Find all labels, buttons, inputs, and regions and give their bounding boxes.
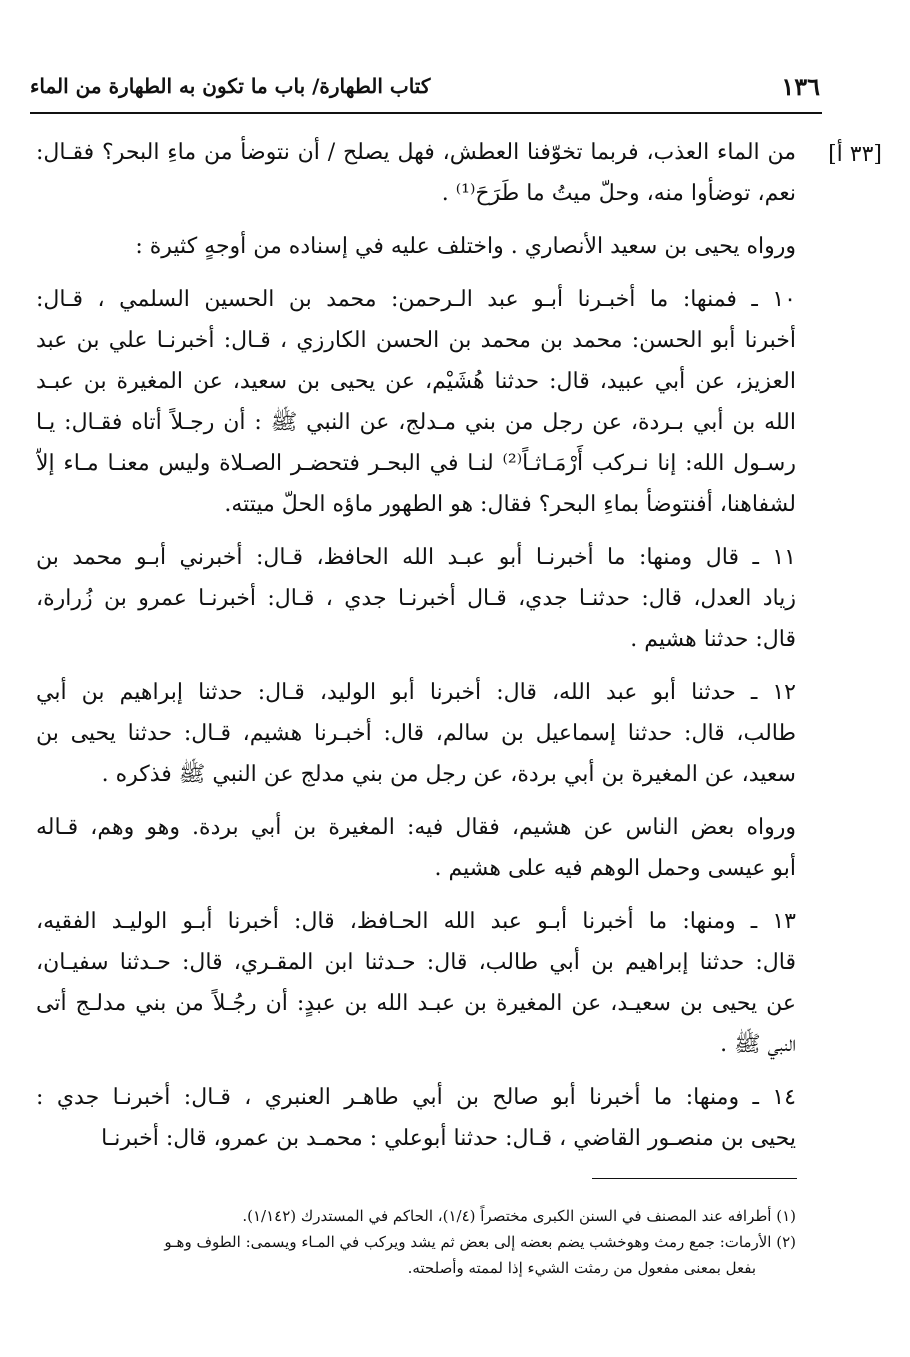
paragraph — [36, 226, 796, 267]
text-line: نعم، توضأوا منه، وحلّ ميتُ ما طَرَحَ⁽¹⁾ . — [441, 181, 796, 206]
header-divider — [30, 112, 822, 114]
text-line: ١٠ ـ فمنها: ما أخبـرنا أبـو عبد الـرحمن: محمد بن الحسين السلمي ، قـال: — [36, 287, 796, 312]
text-line: أخبرنا أبو الحسن: محمد بن محمد بن الحسن الكارزي ، قـال: أخبرنـا علي بن عبد — [36, 328, 796, 353]
text-line: ١٣ ـ ومنها: ما أخبرنا أبـو عبد الله الحـافظ، قال: أخبرنا أبـو الوليـد الفقيه، — [36, 909, 796, 934]
footnote-2-continued: بفعل بمعنى مفعول من رمثت الشيء إذا لممته وأصلحته. — [407, 1259, 756, 1277]
running-title: كتاب الطهارة/ باب ما تكون به الطهارة من الماء — [30, 74, 431, 98]
paragraph — [36, 672, 796, 795]
text-line: سعيد، عن المغيرة بن أبي بردة، عن رجل من بني مدلج عن النبي ﷺ فذكره . — [101, 762, 796, 787]
paragraph — [36, 901, 796, 1065]
footnote-2: (٢) الأرمات: جمع رمث وهوخشب يضم بعضه إلى بعض ثم يشد ويركب في المـاء ويسمى: الطوف وهـو — [164, 1233, 796, 1251]
footnote-1: (١) أطرافه عند المصنف في السنن الكبرى مختصراً (١/٤)، الحاكم في المستدرك (١/١٤٢). — [242, 1207, 796, 1225]
text-line: ورواه يحيى بن سعيد الأنصاري . واختلف عليه في إسناده من أوجهٍ كثيرة : — [135, 234, 796, 259]
paragraph — [36, 537, 796, 660]
text-line: يحيى بن منصـور القاضي ، قـال: حدثنا أبوعلي : محمـد بن عمرو، قال: أخبرنـا — [101, 1126, 796, 1151]
page-number: ١٣٦ — [781, 72, 820, 101]
text-line: قال: حدثنا إبراهيم بن أبي طالب، قال: حـدثنا ابن المقـري، قال: حـدثنا سفيـان، — [36, 950, 796, 975]
text-line: زياد العدل، قال: حدثنـا جدي، قـال أخبرنـا جدي ، قـال: أخبرنـا عمرو بن زُرارة، — [36, 586, 796, 611]
text-line: من الماء العذب، فربما تخوّفنا العطش، فهل يصلح / أن نتوضأ من ماءِ البحر؟ فقـال: — [36, 140, 796, 165]
paragraph — [36, 1077, 796, 1159]
text-line: النبي ﷺ . — [720, 1032, 796, 1057]
main-text — [36, 132, 796, 1171]
paragraph — [36, 279, 796, 525]
page-header — [30, 72, 820, 108]
text-line: رسـول الله: إنا نـركب أَرْمَـاثـاً⁽²⁾ لنـا في البحـر فتحضـر الصـلاة وليس معنـا مـاء إلاّ — [36, 451, 796, 476]
text-line: الله بن أبي بـردة، عن رجل من بني مـدلج، عن النبي ﷺ : أن رجـلاً أتاه فقـال: يـا — [36, 410, 796, 435]
text-line: ورواه بعض الناس عن هشيم، فقال فيه: المغيرة بن أبي بردة. وهو وهم، قـاله — [36, 815, 796, 840]
paragraph — [36, 132, 796, 214]
text-line: قال: حدثنا هشيم . — [630, 627, 796, 652]
footnote-divider — [592, 1178, 797, 1179]
text-line: عن يحيى بن سعيـد، عن المغيرة بن عبـد الله بن عبدٍ: أن رجُـلاً من بني مدلـج أتى — [36, 991, 796, 1016]
text-line: أبو عيسى وحمل الوهم فيه على هشيم . — [434, 856, 796, 881]
text-line: ١١ ـ قال ومنها: ما أخبرنـا أبو عبـد الله الحافظ، قـال: أخبرني أبـو محمد بن — [36, 545, 796, 570]
margin-reference: [٣٣ أ] — [828, 142, 882, 167]
text-line: لشفاهنا، أفنتوضأ بماءِ البحر؟ فقال: هو الطهور ماؤه الحلّ ميتته. — [224, 492, 796, 517]
footnotes — [36, 1204, 796, 1282]
paragraph — [36, 807, 796, 889]
text-line: العزيز، عن أبي عبيد، قال: حدثنا هُشَيْم، عن يحيى بن سعيد، عن المغيرة بن عبـد — [36, 369, 796, 394]
text-line: ١٢ ـ حدثنا أبو عبد الله، قال: أخبرنا أبو الوليد، قـال: حدثنا إبراهيم بن أبي — [36, 680, 796, 705]
text-line: طالب، قال: حدثنا إسماعيل بن سالم، قال: أخبـرنا هشيم، قـال: حدثنا يحيى بن — [36, 721, 796, 746]
text-line: ١٤ ـ ومنها: ما أخبرنا أبو صالح بن أبي طاهـر العنبري ، قـال: أخبرنـا جدي : — [36, 1085, 796, 1110]
